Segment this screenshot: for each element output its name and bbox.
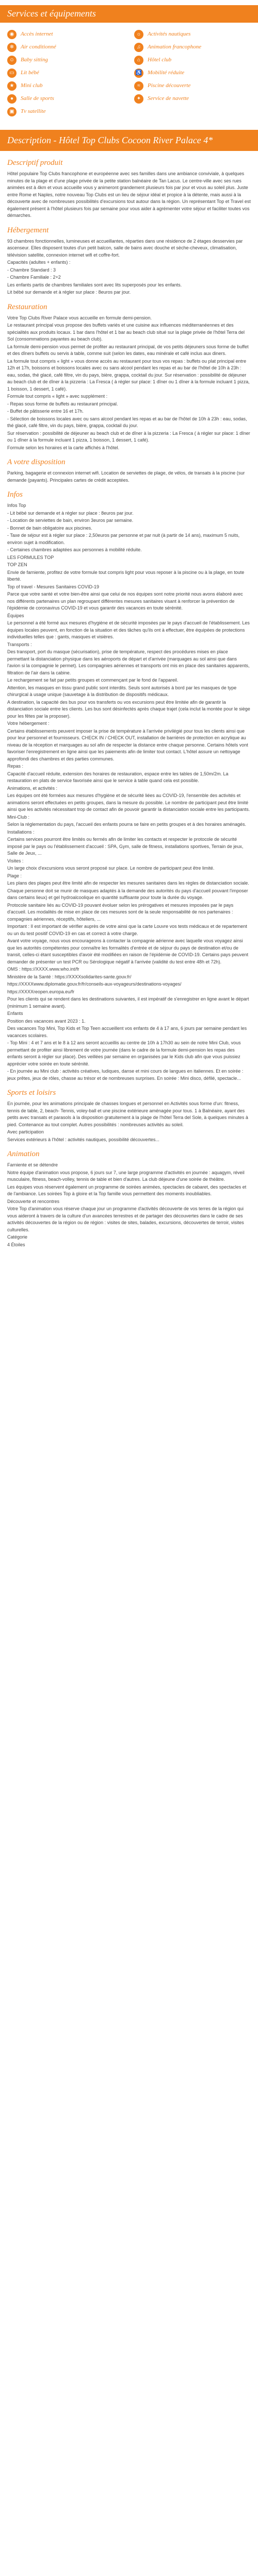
pool-icon: ≈ — [134, 81, 143, 91]
services-banner: Services et équipements — [0, 5, 258, 23]
section-paragraph: Les plans des plages peut être limité afin de respecter les mesures sanitaires dans les règles de distanciation sociale. — [7, 880, 249, 886]
section-paragraph: Découverte et rencontres — [7, 1198, 60, 1204]
section-heading: Hébergement — [7, 226, 49, 234]
section-paragraph: Selon la réglementation du pays, l'accueil des enfants pourra se faire en petits groupes et à des horaires aménagés. — [7, 822, 246, 827]
section-paragraph: Transports : — [7, 641, 32, 647]
section-paragraph: TOP ZEN — [7, 562, 27, 568]
section-body — [7, 1162, 251, 1248]
service-label: Mini club — [21, 82, 43, 89]
section-paragraph: Sur réservation : possibilité de déjeuner au beach club et de dîner à la pizzeria : La Fresca ( à régler sur place: 1 dîner ou 1 dîner à la formule incluant 1 pizza, 1 boisson, 1 dessert, 1 café). — [7, 430, 250, 443]
section-paragraph: - Chambre Standard : 3 — [7, 267, 56, 273]
service-label: Salle de sports — [21, 95, 54, 102]
section-paragraph: Parce que votre santé et votre bien-être ainsi que celui de nos équipes sont notre priorité nous avons élaboré avec nos différents partenaires un plan regroupant différentes mesures sanitaires visant à renforcer la prévention de l'épidémie de coronavirus COVID-19 et vous garantir des vacances en toute sérénité. — [7, 591, 243, 611]
service-item — [134, 81, 251, 91]
baby-bed-icon: ▭ — [7, 69, 17, 78]
service-label: Animation francophone — [148, 44, 202, 50]
section-heading: Restauration — [7, 302, 47, 311]
tv-icon: ▣ — [7, 107, 17, 116]
section-paragraph: Ministère de la Santé : https://XXXXsolidarites-sante.gouv.fr/ — [7, 974, 132, 979]
service-item — [7, 81, 124, 91]
description-banner: Description - Hôtel Top Clubs Cocoon River Palace 4* — [0, 130, 258, 151]
service-item — [7, 107, 124, 116]
service-item — [134, 30, 251, 39]
service-item — [134, 56, 251, 65]
section-paragraph: - Top Mini : 4 et 7 ans et le 8 à 12 ans seront accueillis au centre de 10h à 17h30 au sein de notre Mini Club, vous permettant de profiter ainsi librement de votre journée (dans le cadre de la formule demi-pension les repas des enfants seront à régler sur place). Des veillées par semaine en organisées par le Kids club afin que vous puissiez apprécier votre soirée en toute sérénité. — [7, 1040, 241, 1066]
section-paragraph: 93 chambres fonctionnelles, lumineuses et accueillantes, réparties dans une résidence de 2 étages desservies par ascenseur. Elles disposent toutes d'un petit balcon, salle de bains avec douche et sèche-cheveux, climatisation, télévision satellite, connexion internet wifi et coffre-fort. — [7, 238, 243, 258]
wifi-icon: ◉ — [7, 30, 17, 39]
section-paragraph: Votre hébergement : — [7, 721, 50, 726]
section-body — [7, 238, 251, 296]
section-paragraph: - Bonnet de bain obligatoire aux piscines. — [7, 525, 92, 531]
room-service-icon: ✦ — [134, 94, 143, 104]
section-paragraph: Un large choix d'excursions vous seront proposé sur place. Le nombre de participant peut être limité. — [7, 866, 215, 871]
service-item — [7, 94, 124, 104]
section-heading: Animation — [7, 1150, 40, 1159]
section-paragraph: Position des vacances avant 2023 : 1. — [7, 1018, 86, 1024]
section-paragraph: Attention, les masques en tissu grand public sont interdits. Seuls sont autorisés à bord par les masques de type chirurgical à usage unique (sauvetage à la distribution de dispositifs médicaux. — [7, 685, 237, 698]
service-item — [7, 69, 124, 78]
section-paragraph: - Sélection de boissons locales avec ou sans alcool pendant les repas et au bar de l'hôtel de 10h à 23h : eau, sodas, thé glacé, café filtre, vin du pays, bière, grappa, cocktail du jour. — [7, 416, 247, 429]
section-paragraph: - Repas sous forme de buffets au restaurant principal. — [7, 401, 118, 406]
section-paragraph: OMS : https://XXXX.www.who.int/fr — [7, 967, 79, 972]
section-paragraph: Le personnel a été formé aux mesures d'hygiène et de sécurité imposées par le pays d'accueil de l'établissement. Les équipes locales peuvent, en fonction de la situation et des tâches qu'ils ont à effectuer, être équipées de protections individuelles telles que : gants, masques et visières. — [7, 620, 250, 640]
section-paragraph: Lit bébé sur demande et à régler sur place : 8euros par jour. — [7, 290, 131, 295]
service-item — [134, 94, 251, 104]
section-paragraph: Des vacances Top Mini, Top Kids et Top Teen accueillent vos enfants de 4 à 17 ans, 6 jours par semaine pendant les vacances scolaires. — [7, 1026, 247, 1038]
section-paragraph: En journée, pour les animations principale de chasses longues et personnel en Activités sous forme d'un: fitness, tennis de table, 2, beach- Tennis, voley-ball et une piscine extérieure aménagée pour tous. 1 à Balnéaire, ayant des petits avec transats et parasols à la disposition gratuitement à la plage de l'hôtel Terra del Sole, à quelques minutes à pied. Contenance au tout complet. Autres possibilités : nombreuses activités au soleil. — [7, 1101, 248, 1127]
section-paragraph: Plage : — [7, 873, 22, 878]
activities-icon: ☼ — [134, 30, 143, 39]
service-item — [134, 69, 251, 78]
section-paragraph: Visites : — [7, 858, 24, 863]
section-paragraph: Mini-Club : — [7, 814, 30, 820]
section-paragraph: Installations : — [7, 829, 35, 835]
section-paragraph: Important : Il est important de vérifier auprès de votre ainsi que la carte Louvre vos tests médicaux et de repartement ou un du test positif COVID-19 en cas et correct à votre charge. — [7, 924, 247, 936]
section-paragraph: - En journée au Mini club : activités créatives, ludiques, danse et mini cours de langues en italiennes. Et en soirée : jeux prêtes, jeux de rôles, chasse au trésor et de nombreuses surprises. En soirée : Mini disco, défilé, spectacle... — [7, 1069, 244, 1081]
section-heading: Infos — [7, 490, 23, 499]
section-paragraph: Catégorie — [7, 1234, 28, 1240]
section-paragraph: https://XXXXreopen.europa.eu/fr — [7, 989, 75, 994]
service-item — [7, 43, 124, 52]
section-paragraph: La formule tout compris « light » vous donne accès au restaurant pour tous vos repas : buffets ou plat principal entre 12h et 17h, boissons et boissons locales avec ou sans alcool pendant les repas et au bar de l'hôtel de 10h à 23h : eau, sodas, thé glacé, café filtre, vin du pays, bière, grappa, cocktail du jour. Sur réservation : possibilité de déjeuner au beach club et de dîner à la pizzeria : La Fresca ( à régler sur place: 1 dîner ou 1 dîner à la formule incluant 1 pizza, 1 boisson, 1 dessert, 1 café). — [7, 358, 250, 392]
section-paragraph: Votre Top Clubs River Palace vous accueille en formule demi-pension. — [7, 315, 152, 320]
description-sections — [7, 158, 251, 1248]
service-label: Accès internet — [21, 31, 53, 38]
section-paragraph: Les équipes vous réservent également un programme de soirées animées, spectacles de cabaret, des spectacles et de l'ambiance. Les soirées Top à gloire et la Top famille vous permettent des moments inoubliables. — [7, 1184, 247, 1197]
section-paragraph: Formule selon les horaires et la carte affichés à l'hôtel. — [7, 445, 120, 450]
sports-icon: ● — [7, 94, 17, 104]
section-paragraph: Notre équipe d'animation vous propose, 6 jours sur 7, une large programme d'activités en journée : aquagym, réveil musculaire, fitness, beach-volley, tennis de table et bien d'autres. La club déjeune d'une soirée de théâtre. — [7, 1170, 245, 1182]
section-paragraph: Envie de farniente, profitez de votre formule tout compris light pour vous reposer à la piscine ou à la plage, en toute liberté. — [7, 569, 245, 582]
service-item — [134, 43, 251, 52]
section-paragraph: 4 Étoiles — [7, 1242, 25, 1247]
service-label: Tv satellite — [21, 108, 46, 115]
section-paragraph: Infos Top — [7, 503, 26, 509]
section-paragraph: Formule tout compris « light » avec supplément : — [7, 394, 108, 399]
section-body — [7, 502, 251, 1082]
section-heading: Sports et loisirs — [7, 1089, 56, 1097]
section-paragraph: - Buffet de pâtisserie entre 16 et 17h. — [7, 409, 84, 414]
section-paragraph: Repas : — [7, 764, 24, 769]
services-grid — [7, 30, 251, 116]
section-paragraph: Le rechargement se fait par petits groupes et commençant par le fond de l'appareil. — [7, 677, 179, 683]
section-paragraph: Farniente et se détendre — [7, 1162, 58, 1168]
section-paragraph: Enfants — [7, 1011, 23, 1016]
section-body — [7, 315, 251, 452]
section-paragraph: La formule demi-pension vous permet de profiter au restaurant principal, de vos petits déjeuners sous forme de buffet et des dîners buffets ou servis à table, comme suit (selon les dates, eau minérale et café inclus aux diners. — [7, 344, 249, 357]
section-paragraph: Protocole sanitaire liés au COVID-19 pouvant évoluer selon les prérogatives et mesures imposées par le pays d'accueil. Les modalités de mise en place de ces mesures sont de la seule responsabilité de nos partenaires : compagnies aériennes, réceptifs, hôteliers, ... — [7, 902, 234, 922]
mini-club-icon: ★ — [7, 81, 17, 91]
section-paragraph: https://XXXXwww.diplomatie.gouv.fr/fr/conseils-aux-voyageurs/destinations-voyages/ — [7, 981, 182, 987]
service-label: Air conditionné — [21, 44, 56, 50]
section-paragraph: Votre Top d'animation vous réserve chaque jour un programme d'activités découverte de vos terres de la région qui vous aideront à travers de la culture d'un avancées terrestres et de partager des découvertes dans le cadre de ses activités découvertes de la région ou de région : visites de sites, balades, excursions, découvertes de terroir, visites culturelles. — [7, 1206, 244, 1232]
section-paragraph: - Location de serviettes de bain, environ 3euros par semaine. — [7, 518, 134, 523]
reduced-mobility-icon: ♿ — [134, 69, 143, 78]
section-paragraph: Équipes — [7, 613, 24, 618]
section-paragraph: Hôtel populaire Top Clubs francophone et européenne avec ses familles dans une ambiance conviviale, à quelques minutes de la plage et d'une plage privée de la petite station balnéaire de Tan Lacus. Le centre-ville avec ses rues animées est à 4km et vous accueille vous y animeront grandement plusieurs fois par jour et vous au soleil plus. Juste entre Rome et Naples, notre nouveau Top Clubs est un lieu de séjour idéal et propice à la détente, mais aussi à la découverte avec de nombreuses possibilités d'excursions tout autour dans la région. Un représentant Top et Travel est également présent à l'hôtel plusieurs fois par semaine pour vous aider à agrémenter votre séjour et faciliter toutes vos démarches. — [7, 171, 251, 218]
hotel-club-icon: ⌂ — [134, 56, 143, 65]
section-paragraph: - Certaines chambres adaptées aux personnes à mobilité réduite. — [7, 547, 142, 553]
section-paragraph: Certains établissements peuvent imposer la prise de température à l'arrivée privilégié pour tous les clients ainsi que pour leur personnel et fournisseurs. CHECK IN / CHECK OUT, installation de barrières de protection en acrylique au niveau de la réception et marquages au sol afin de respecter la distance entre chaque personne. Certains hôtels vont favoriser l'enregistrement en ligne ainsi que les paiements afin de limiter tout contact. L'hôtel assure un nettoyage approfondi des chambres et des parties communes. — [7, 728, 248, 761]
section-paragraph: Pour les clients qui se rendent dans les destinations suivantes, il est impératif de s'enregistrer en ligne avant le départ (minimum 1 semaine avant). — [7, 996, 249, 1009]
section-paragraph: LES FORMULES TOP — [7, 554, 54, 560]
air-conditioning-icon: ❄ — [7, 43, 17, 52]
section-paragraph: Services extérieurs à l'hôtel : activités nautiques, possibilité découvertes... — [7, 1137, 159, 1142]
section-body — [7, 1100, 251, 1143]
service-label: Service de navette — [148, 95, 189, 102]
service-item — [7, 30, 124, 39]
section-body — [7, 171, 251, 219]
service-label: Lit bébé — [21, 70, 39, 76]
section-paragraph: Capacités (adultes + enfants) : — [7, 260, 71, 265]
service-label: Baby sitting — [21, 57, 48, 63]
section-paragraph: - Chambre Familiale : 2+2 — [7, 275, 61, 280]
section-paragraph: Parking, bagagerie et connexion internet wifi. Location de serviettes de plage, de vélos, de transats à la piscine (sur demande (payants). Principales cartes de crédit acceptées. — [7, 470, 245, 483]
section-paragraph: A destination, la capacité des bus pour vos transferts ou vos excursions peut être limitée afin de garantir la distanciation sociale entre les clients. Les bus sont désinfectés après chaque trajet (cela inclut la montée pour le siège pour les fêtes par la proposer). — [7, 699, 250, 719]
section-paragraph: Le restaurant principal vous propose des buffets variés et une cuisine aux influences méditerranéennes et des spécialités aux produits locaux. 1 bar dans l'hôtel et 1 bar au beach club situé sur la plage privée de l'hôtel Terra del Sol (consommations payantes au beach club). — [7, 323, 245, 342]
section-heading: A votre disposition — [7, 458, 66, 467]
service-label: Piscine découverte — [148, 82, 191, 89]
service-label: Activités nautiques — [148, 31, 191, 38]
section-paragraph: Certains services pourront être limités ou fermés afin de limiter les contacts et respecter le protocole de sécurité imposé par le pays ou l'établissement d'accueil : SPA, Gym, salle de fitness, installations sportives, Terrain de jeux, Salle de Jeux, ... — [7, 837, 244, 856]
page — [0, 5, 258, 1264]
section-paragraph: Animations, et activités : — [7, 785, 58, 791]
section-paragraph: Avant votre voyage, nous vous encourageons à contacter la compagnie aérienne avec laquelle vous voyagez ainsi que les autorités compétentes pour connaître les formalités d'entrée et de séjour du pays de destination et/ou de transit, celles-ci étant susceptibles d'avoir été modifiées en raison de l'épidémie de COVID-19. Certains pays peuvent demander de présenter un test PCR ou Sérologique négatif à l'arrivée (validité du test entre 48h et 72h). — [7, 938, 249, 964]
section-paragraph: Les équipes ont été formées aux mesures d'hygiène et de sécurité liées au COVID-19, l'ensemble des activités et animations seront effectuées en petits groupes, dans la mesure du possible. Le nombre de participant peut être limité ainsi que les activités nécessitant trop de contact afin de pouvoir garantir la distanciation sociale entre les participants. — [7, 793, 250, 812]
section-paragraph: Chaque personne doit se munir de masques adaptés à la demande des autorités du pays d'accueil pouvant l'imposer dans certains lieux) et gel hydroalcoolique en quantité suffisante pour toute la durée du voyage. — [7, 888, 248, 901]
section-paragraph: Avec participation — [7, 1129, 44, 1135]
service-label: Mobilité réduite — [148, 70, 185, 76]
section-paragraph: Les enfants partis de chambres familiales sont avec lits superposés pour les enfants. — [7, 282, 182, 287]
section-paragraph: Capacité d'accueil réduite, extension des horaires de restauration, espace entre les tables de 1,50m/2m. La restauration en plats de service favorisée ainsi que le service à table quand cela est possible. — [7, 771, 229, 784]
section-paragraph: - Taxe de séjour est à régler sur place : 2,50euros par personne et par nuit (à partir de 14 ans), maximum 5 nuits, environ sujet à modification. — [7, 533, 240, 545]
service-item — [7, 56, 124, 65]
french-animation-icon: ♫ — [134, 43, 143, 52]
section-paragraph: Des transport, port du masque (sécurisation), prise de température, respect des procédures mises en place permettant la distanciation physique dans les aéroports de départ et d'arrivée (marquages au sol ainsi que dans l'avion si la compagnie le permet). Les compagnies aériennes et transports ont mis en place des sanitaires apparents, filtration de l'air dans la cabine. — [7, 649, 250, 675]
baby-sitting-icon: ☺ — [7, 56, 17, 65]
section-paragraph: - Lit bébé sur demande et à régler sur place : 8euros par jour. — [7, 510, 134, 516]
section-paragraph: Top of travel - Mesures Sanitaires COVID-19 — [7, 584, 100, 589]
section-heading: Descriptif produit — [7, 159, 63, 167]
service-label: Hôtel club — [148, 57, 172, 63]
section-body — [7, 470, 251, 484]
